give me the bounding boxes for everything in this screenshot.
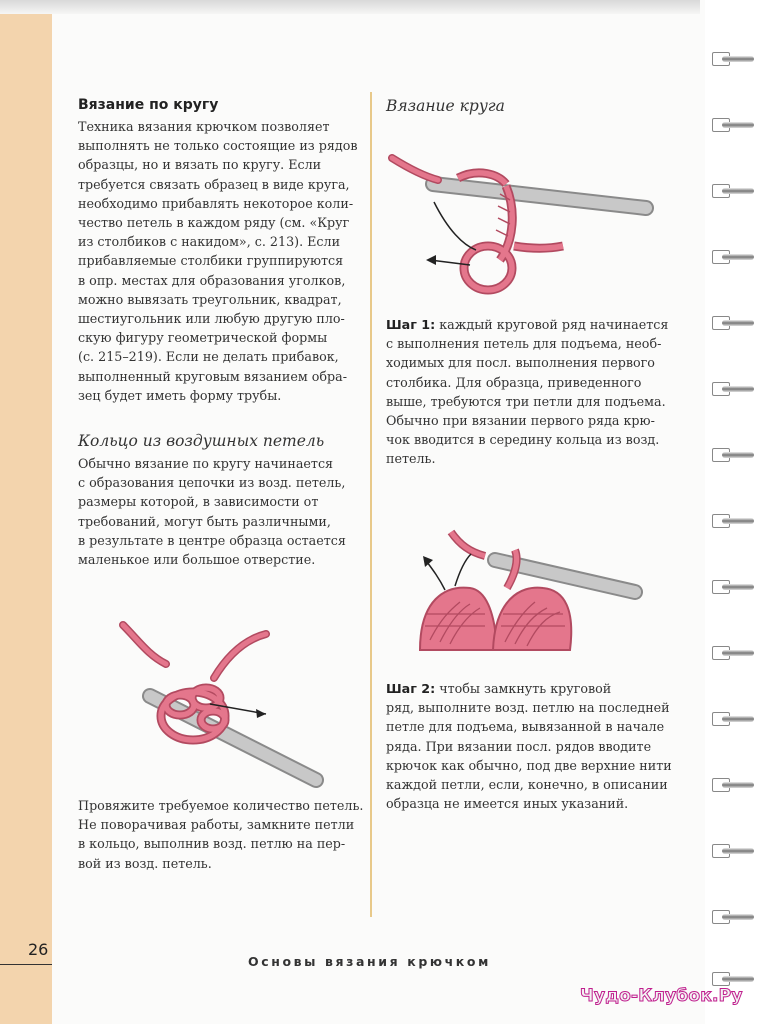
spiral-ring <box>708 48 754 68</box>
step1-body: каждый круговой ряд начинается с выполнения петель для подъема, необ- ходимых для посл. выполнения первого столбика. Для образца, приведенного выше, требуются три петли для подъема. Обычно при вязании первого ряда крю- чок вводится в середину кольца из возд. петель. <box>386 317 669 467</box>
ring-paragraph: Обычно вязание по кругу начинается с образования цепочки из возд. петель, размеры которой, в зависимости от требований, могут быть различными, в результате в центре образца остается маленькое или большое отверстие. <box>78 456 346 568</box>
spiral-ring <box>708 576 754 596</box>
book-title: Основы вязания крючком <box>248 954 491 969</box>
step1-illustration <box>388 150 653 300</box>
spiral-ring <box>708 968 754 988</box>
spiral-ring <box>708 114 754 134</box>
chain-ring-illustration <box>118 620 333 785</box>
spiral-ring <box>708 246 754 266</box>
crochet-swatch <box>420 588 571 650</box>
section-heading: Вязание по кругу <box>78 97 219 113</box>
yarn-strand <box>123 625 166 664</box>
left-margin-band <box>0 14 52 1024</box>
page-number: 26 <box>28 940 49 959</box>
circle-subheading: Вязание круга <box>386 97 505 115</box>
direction-arrow <box>434 202 476 250</box>
spiral-ring <box>708 708 754 728</box>
page-top-shadow <box>0 0 700 14</box>
ring-caption: Провяжите требуемое количество петель. Не поворачивая работы, замкните петли в кольцо, выполнив возд. петлю на пер- вой из возд. петель. <box>78 798 364 871</box>
spiral-ring <box>708 510 754 530</box>
direction-arrow <box>427 562 445 590</box>
yarn-strand <box>392 158 438 180</box>
step1-label: Шаг 1: <box>386 317 436 332</box>
ring-subheading: Кольцо из воздушных петель <box>78 432 325 450</box>
intro-paragraph: Техника вязания крючком позволяет выполнять не только состоящие из рядов образцы, но и вязать по кругу. Если требуется связать образец в виде круга, необходимо прибавлять некоторое коли- чество петель в каждом ряду (см. «Круг из столбиков с накидом», с. 213). Если прибавляемые столбики группируются в опр. местах для образования уголков, можно вывязать треугольник, квадрат, шестиугольник или любую другую пло- скую фигуру геометрической формы (с. 215–219). Если не делать прибавок, выполненный круговым вязанием обра- зец будет иметь форму трубы. <box>78 119 358 403</box>
spiral-ring <box>708 312 754 332</box>
step1-text <box>386 315 668 469</box>
spiral-ring <box>708 444 754 464</box>
step2-label: Шаг 2: <box>386 681 436 696</box>
step2-body: чтобы замкнуть круговой ряд, выполните возд. петлю на последней петле для подъема, вывязанной в начале ряда. При вязании посл. рядов вводите крючок как обычно, под две верхние нити каждой петли, если, конечно, в описании образца не имеется иных указаний. <box>386 681 672 812</box>
spiral-ring <box>708 906 754 926</box>
spiral-ring <box>708 774 754 794</box>
site-watermark: Чудо-Клубок.Ру <box>580 986 743 1006</box>
spiral-ring <box>708 180 754 200</box>
spiral-ring <box>708 642 754 662</box>
footer-rule <box>0 964 52 965</box>
spiral-ring <box>708 378 754 398</box>
step2-text <box>386 679 672 813</box>
spiral-ring <box>708 840 754 860</box>
step2-illustration <box>415 530 670 660</box>
column-divider <box>370 92 372 917</box>
